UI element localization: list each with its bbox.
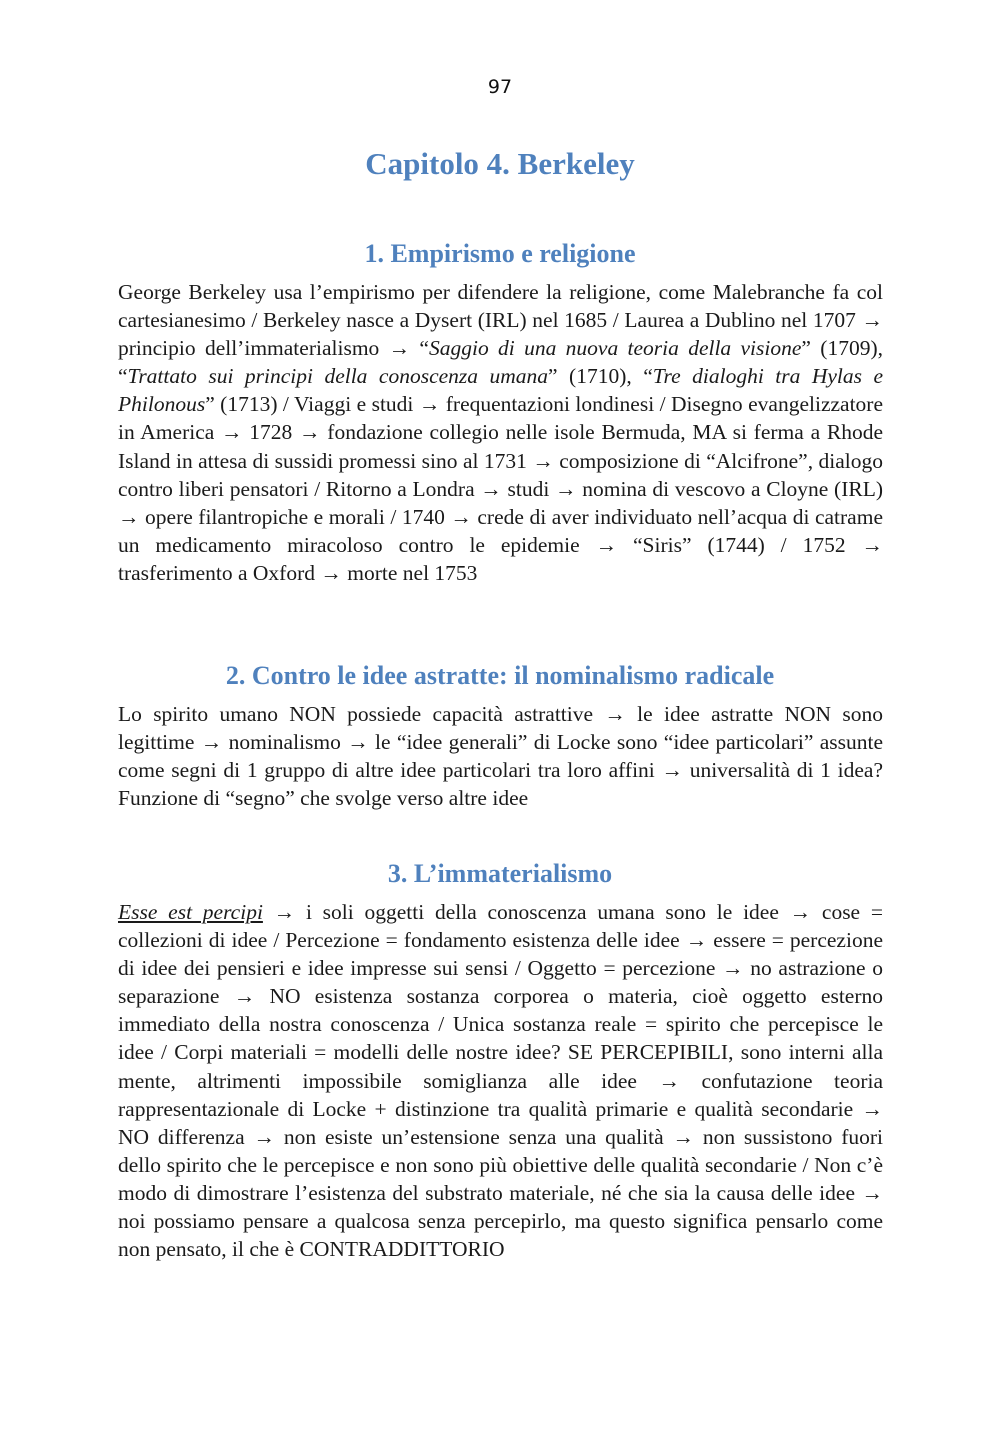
text-segment: Lo spirito umano NON possiede capacità astrattive → le idee astratte NON sono legittime → nominalismo → le “idee generali” di Locke sono “idee particolari” assunte come segni di 1 gruppo di altre idee particolari tra loro affini → universalità di 1 idea? Funzione di “segno” che svolge verso altre idee (118, 702, 883, 811)
text-segment: ” (1713) / Viaggi e studi → frequentazioni londinesi / Disegno evangelizzatore in America → 1728 → fondazione collegio nelle isole Bermuda, MA si ferma a Rhode Island in attesa di sussidi promessi sino al 1731 → composizione di “Alcifrone”, dialogo contro liberi pensatori / Ritorno a Londra → studi → nomina di vescovo a Cloyne (IRL) → opere filantropiche e morali / 1740 → crede di aver individuato nell’acqua di catrame un medicamento miracoloso contro le epidemie → “Siris” (1744) / 1752 → trasferimento a Oxford → morte nel 1753 (118, 392, 883, 585)
book-title-dialoghi: Tre dialoghi tra Hylas e Philonous (118, 364, 884, 417)
text-segment: ” (1710), “ (548, 364, 653, 389)
section-body-nominalismo (118, 700, 883, 812)
paragraph (118, 278, 883, 587)
paragraph (118, 898, 883, 1263)
section-body-empirismo (118, 278, 883, 587)
text-segment: ” (1709), “ (118, 336, 883, 389)
text-segment: → i soli oggetti della conoscenza umana sono le idee → cose = collezioni di idee / Percezione = fondamento esistenza delle idee → essere = percezione di idee dei pensieri e idee impresse sui sensi / Oggetto = percezione → no astrazione o separazione → NO esistenza sostanza corporea o materia, cioè oggetto esterno immediato della nostra conoscenza / Unica sostanza reale = spirito che percepisce le idee / Corpi materiali = modelli delle nostre idee? SE PERCEPIBILI, sono interni alla mente, altrimenti impossibile somiglianza alle idee → confutazione teoria rappresentazionale di Locke + distinzione tra qualità primarie e qualità secondarie → NO differenza → non esiste un’estensione senza una qualità → non sussistono fuori dello spirito che le percepisce e non sono più obiettive delle qualità secondarie / Non c’è modo di dimostrare l’esistenza del substrato materiale, né che sia la causa delle idee → noi possiamo pensare a qualcosa senza percepirlo, ma questo significa pensarlo come non pensato, il che è CONTRADDITTORIO (118, 900, 883, 1262)
section-title-immaterialismo: 3. L’immaterialismo (387, 859, 613, 888)
book-title-saggio: Saggio di una nuova teoria della visione (428, 336, 802, 361)
section-body-immaterialismo (118, 898, 883, 1263)
book-title-trattato: Trattato sui principi della conoscenza umana (127, 364, 549, 389)
section-title-nominalismo: 2. Contro le idee astratte: il nominalismo radicale (225, 661, 775, 690)
paragraph (118, 700, 883, 812)
chapter-title: Capitolo 4. Berkeley (365, 146, 635, 181)
section-title-empirismo: 1. Empirismo e religione (364, 239, 636, 268)
text-segment: George Berkeley usa l’empirismo per difendere la religione, come Malebranche fa col cartesianesimo / Berkeley nasce a Dysert (IRL) nel 1685 / Laurea a Dublino nel 1707 → principio dell’immaterialismo → “ (118, 280, 883, 361)
latin-motto: Esse est percipi (118, 900, 263, 924)
page-number: 97 (487, 76, 513, 98)
